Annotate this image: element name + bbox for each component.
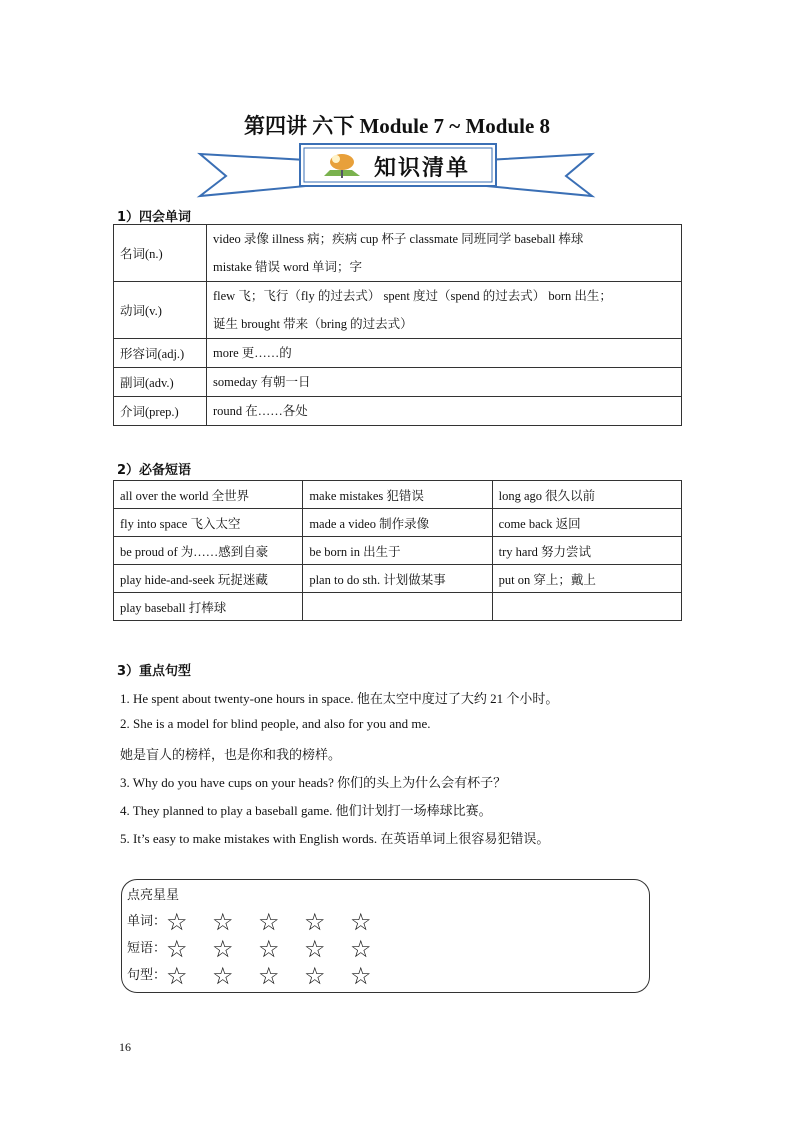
vocab-category: 动词(v.) bbox=[114, 282, 207, 339]
star-icon[interactable]: ☆ bbox=[212, 908, 234, 937]
phrases-section-title: 2）必备短语 bbox=[117, 463, 192, 478]
star-row-label: 单词： bbox=[127, 913, 167, 928]
phrase-cell: play hide-and-seek 玩捉迷藏 bbox=[114, 565, 303, 593]
vocab-line: 诞生 brought 带来（bring 的过去式） bbox=[213, 317, 413, 331]
table-row bbox=[114, 225, 682, 282]
star-group bbox=[166, 908, 396, 937]
phrases-table bbox=[113, 480, 682, 621]
star-icon[interactable]: ☆ bbox=[304, 962, 326, 991]
vocab-line: video 录像 illness 病；疾病 cup 杯子 classmate 同班同学 baseball 棒球 bbox=[213, 232, 584, 246]
vocab-category: 介词(prep.) bbox=[114, 397, 207, 426]
phrase-cell: play baseball 打棒球 bbox=[114, 593, 303, 621]
star-icon[interactable]: ☆ bbox=[350, 962, 372, 991]
banner-ribbon-left bbox=[200, 154, 306, 196]
vocab-line: mistake 错误 word 单词；字 bbox=[213, 260, 362, 274]
phrase-cell: fly into space 飞入太空 bbox=[114, 509, 303, 537]
sentence-line: 1. He spent about twenty-one hours in space. 他在太空中度过了大约 21 个小时。 bbox=[120, 691, 559, 706]
star-icon[interactable]: ☆ bbox=[166, 935, 188, 964]
star-group bbox=[166, 962, 396, 991]
star-row-label: 短语： bbox=[127, 940, 167, 955]
vocab-words: more 更……的 bbox=[207, 339, 682, 368]
sentence-line: 2. She is a model for blind people, and also for you and me. bbox=[120, 716, 431, 731]
banner-title: 知识清单 bbox=[374, 156, 471, 181]
star-group bbox=[166, 935, 396, 964]
star-icon[interactable]: ☆ bbox=[350, 935, 372, 964]
star-row bbox=[127, 935, 396, 964]
phrase-cell bbox=[303, 593, 492, 621]
vocab-section-title: 1）四会单词 bbox=[117, 210, 192, 225]
table-row bbox=[114, 565, 682, 593]
table-row bbox=[114, 481, 682, 509]
table-row bbox=[114, 339, 682, 368]
star-icon[interactable]: ☆ bbox=[212, 935, 234, 964]
star-icon[interactable]: ☆ bbox=[258, 935, 280, 964]
phrase-cell: made a video 制作录像 bbox=[303, 509, 492, 537]
phrase-cell: be proud of 为……感到自豪 bbox=[114, 537, 303, 565]
star-icon[interactable]: ☆ bbox=[258, 908, 280, 937]
vocab-line: flew 飞；飞行（fly 的过去式） spent 度过（spend 的过去式） born 出生； bbox=[213, 289, 612, 303]
sentence-line: 她是盲人的榜样，也是你和我的榜样。 bbox=[120, 747, 342, 762]
phrase-cell: come back 返回 bbox=[492, 509, 681, 537]
phrase-cell: make mistakes 犯错误 bbox=[303, 481, 492, 509]
star-row-label: 句型： bbox=[127, 967, 167, 982]
vocab-words: round 在……各处 bbox=[207, 397, 682, 426]
star-icon[interactable]: ☆ bbox=[166, 908, 188, 937]
table-row bbox=[114, 282, 682, 339]
vocab-category: 名词(n.) bbox=[114, 225, 207, 282]
sentence-line: 5. It’s easy to make mistakes with English words. 在英语单词上很容易犯错误。 bbox=[120, 831, 550, 846]
phrase-cell: try hard 努力尝试 bbox=[492, 537, 681, 565]
banner-ribbon-right bbox=[486, 154, 592, 196]
table-row bbox=[114, 368, 682, 397]
sentence-line: 3. Why do you have cups on your heads? 你们的头上为什么会有杯子？ bbox=[120, 775, 507, 790]
phrase-cell: long ago 很久以前 bbox=[492, 481, 681, 509]
vocab-words bbox=[207, 282, 682, 339]
page-number: 16 bbox=[119, 1040, 131, 1054]
star-row bbox=[127, 962, 396, 991]
phrase-cell: all over the world 全世界 bbox=[114, 481, 303, 509]
star-rating-title: 点亮星星 bbox=[127, 887, 180, 902]
star-icon[interactable]: ☆ bbox=[304, 908, 326, 937]
star-icon[interactable]: ☆ bbox=[212, 962, 234, 991]
vocab-category: 副词(adv.) bbox=[114, 368, 207, 397]
table-row bbox=[114, 397, 682, 426]
star-row bbox=[127, 908, 396, 937]
sentences-section-title: 3）重点句型 bbox=[117, 664, 192, 679]
table-row bbox=[114, 593, 682, 621]
phrase-cell bbox=[492, 593, 681, 621]
table-row bbox=[114, 509, 682, 537]
phrase-cell: put on 穿上；戴上 bbox=[492, 565, 681, 593]
sentence-line: 4. They planned to play a baseball game. 他们计划打一场棒球比赛。 bbox=[120, 803, 492, 818]
vocab-table bbox=[113, 224, 682, 426]
star-icon[interactable]: ☆ bbox=[304, 935, 326, 964]
star-icon[interactable]: ☆ bbox=[258, 962, 280, 991]
star-icon[interactable]: ☆ bbox=[350, 908, 372, 937]
phrase-cell: plan to do sth. 计划做某事 bbox=[303, 565, 492, 593]
table-row bbox=[114, 537, 682, 565]
vocab-words bbox=[207, 225, 682, 282]
star-icon[interactable]: ☆ bbox=[166, 962, 188, 991]
page-title: 第四讲 六下 Module 7 ~ Module 8 bbox=[243, 114, 551, 138]
vocab-words: someday 有朝一日 bbox=[207, 368, 682, 397]
phrase-cell: be born in 出生于 bbox=[303, 537, 492, 565]
vocab-category: 形容词(adj.) bbox=[114, 339, 207, 368]
